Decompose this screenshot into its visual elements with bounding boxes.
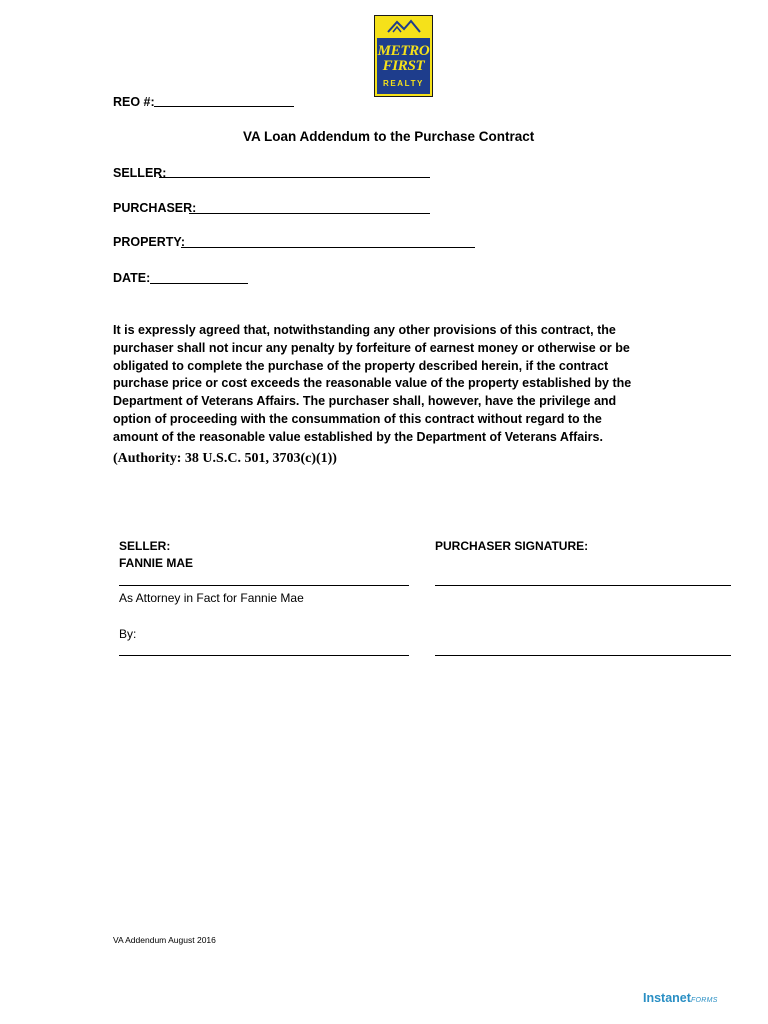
attorney-in-fact-text: As Attorney in Fact for Fannie Mae bbox=[119, 591, 304, 605]
reo-field-line[interactable] bbox=[154, 106, 294, 107]
by-label: By: bbox=[119, 627, 137, 641]
paragraph-line: purchase price or cost exceeds the reasonable value of the property established by the bbox=[113, 376, 632, 391]
brand-main-text: Instanet bbox=[643, 991, 691, 1005]
logo-word-metro: METRO bbox=[377, 43, 430, 59]
seller-signature-label: SELLER: bbox=[119, 539, 171, 553]
seller-name: FANNIE MAE bbox=[119, 556, 194, 570]
paragraph-line: option of proceeding with the consummation of this contract without regard to the bbox=[113, 411, 602, 426]
paragraph-line: amount of the reasonable value established by the Department of Veterans Affairs. bbox=[113, 429, 603, 444]
form-version-label: VA Addendum August 2016 bbox=[113, 935, 216, 945]
date-label: DATE: bbox=[113, 271, 151, 285]
paragraph-line: Department of Veterans Affairs. The purchaser shall, however, have the privilege and bbox=[113, 394, 617, 409]
property-field-line[interactable] bbox=[181, 247, 475, 248]
seller-signature-line[interactable] bbox=[119, 585, 409, 586]
metro-first-realty-logo bbox=[374, 15, 433, 97]
paragraph-line: obligated to complete the purchase of the property described herein, if the contract bbox=[113, 358, 609, 373]
purchaser-field-line[interactable] bbox=[189, 213, 430, 214]
document-title: VA Loan Addendum to the Purchase Contract bbox=[243, 129, 535, 144]
reo-label: REO #: bbox=[113, 95, 155, 109]
brand-sub-text: FORMS bbox=[690, 997, 718, 1004]
logo-word-realty: REALTY bbox=[382, 79, 424, 88]
purchaser-signature-line[interactable] bbox=[435, 585, 731, 586]
date-field-line[interactable] bbox=[150, 283, 248, 284]
paragraph-line: It is expressly agreed that, notwithstanding any other provisions of this contract, the bbox=[113, 323, 616, 337]
by-signature-line[interactable] bbox=[119, 655, 409, 656]
instanet-forms-logo bbox=[643, 991, 718, 1008]
purchaser-label: PURCHASER: bbox=[113, 201, 197, 215]
authority-citation: (Authority: 38 U.S.C. 501, 3703(c)(1)) bbox=[113, 451, 337, 466]
addendum-paragraph bbox=[113, 322, 673, 447]
purchaser-signature-label: PURCHASER SIGNATURE: bbox=[435, 539, 589, 553]
paragraph-line: purchaser shall not incur any penalty by forfeiture of earnest money or otherwise or be bbox=[113, 340, 630, 355]
logo-word-first: FIRST bbox=[382, 58, 425, 74]
house-roof-icon bbox=[385, 18, 423, 34]
purchaser-second-signature-line[interactable] bbox=[435, 655, 731, 656]
property-label: PROPERTY: bbox=[113, 235, 185, 249]
seller-label: SELLER: bbox=[113, 166, 167, 180]
logo-plate bbox=[377, 38, 430, 94]
seller-field-line[interactable] bbox=[159, 177, 430, 178]
